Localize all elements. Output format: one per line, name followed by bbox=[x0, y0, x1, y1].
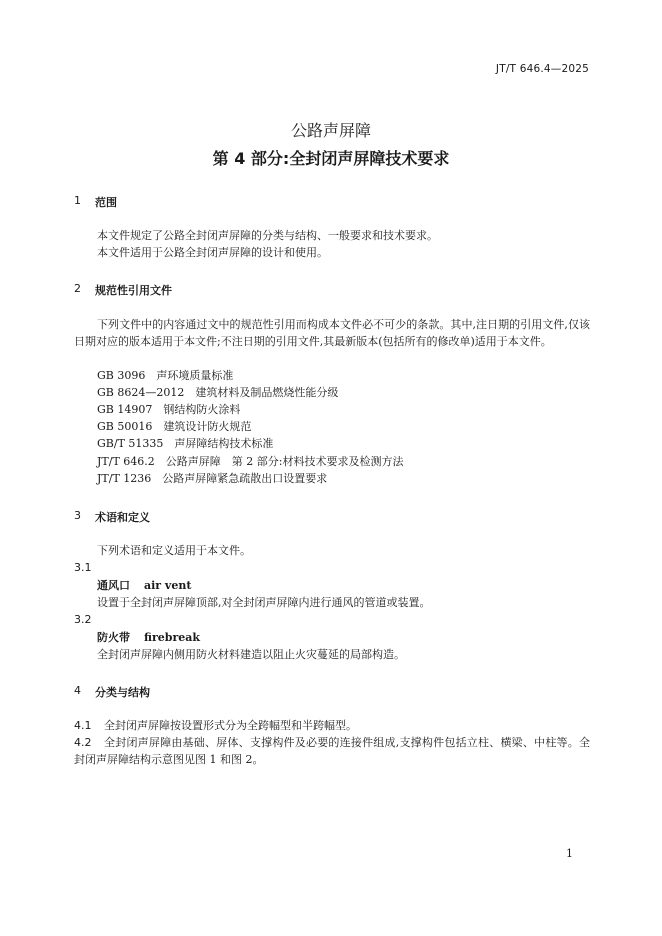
section-3-number: 3 bbox=[74, 509, 81, 522]
term-name-zh: 防火带 bbox=[97, 631, 130, 644]
clause-text: 全封闭声屏障由基础、屏体、支撑构件及必要的连接件组成,支撑构件包括立柱、横梁、中柱等。全封闭声屏障结构示意图见图 1 和图 2。 bbox=[74, 736, 590, 766]
term-name-en: air vent bbox=[144, 579, 192, 592]
section-2-title: 规范性引用文件 bbox=[95, 284, 172, 297]
clause-text: 全封闭声屏障按设置形式分为全跨幅型和半跨幅型。 bbox=[104, 719, 357, 732]
reference-item: GB 50016 建筑设计防火规范 bbox=[97, 420, 252, 433]
section-3-title: 术语和定义 bbox=[95, 511, 150, 524]
reference-item: GB/T 51335 声屏障结构技术标准 bbox=[97, 437, 274, 450]
terms-intro: 下列术语和定义适用于本文件。 bbox=[97, 544, 251, 557]
reference-item: JT/T 1236 公路声屏障紧急疏散出口设置要求 bbox=[97, 472, 328, 485]
term-name-en: firebreak bbox=[144, 631, 201, 644]
reference-item: GB 3096 声环境质量标准 bbox=[97, 369, 234, 382]
term-number: 3.2 bbox=[74, 613, 92, 626]
term-definition: 全封闭声屏障内侧用防火材料建造以阻止火灾蔓延的局部构造。 bbox=[97, 648, 405, 661]
clause-number: 4.1 bbox=[74, 719, 92, 732]
reference-item: GB 8624—2012 建筑材料及制品燃烧性能分级 bbox=[97, 386, 339, 399]
scope-paragraph-2: 本文件适用于公路全封闭声屏障的设计和使用。 bbox=[97, 246, 328, 259]
clause-number: 4.2 bbox=[74, 736, 92, 749]
normative-references-intro: 下列文件中的内容通过文中的规范性引用而构成本文件必不可少的条款。其中,注日期的引用文件,仅该日期对应的版本适用于本文件;不注日期的引用文件,其最新版本(包括所有的修改单)适用于本文件。 bbox=[74, 318, 590, 348]
section-4-number: 4 bbox=[74, 684, 81, 697]
term-name-zh: 通风口 bbox=[97, 579, 130, 592]
section-2-number: 2 bbox=[74, 282, 81, 295]
reference-item: GB 14907 钢结构防火涂料 bbox=[97, 403, 241, 416]
scope-paragraph-1: 本文件规定了公路全封闭声屏障的分类与结构、一般要求和技术要求。 bbox=[97, 229, 438, 242]
term-number: 3.1 bbox=[74, 561, 92, 574]
standard-code: JT/T 646.4—2025 bbox=[495, 63, 589, 75]
section-1-number: 1 bbox=[74, 194, 81, 207]
document-subtitle: 第 4 部分:全封闭声屏障技术要求 bbox=[212, 149, 450, 168]
page-number: 1 bbox=[566, 847, 573, 860]
reference-item: JT/T 646.2 公路声屏障 第 2 部分:材料技术要求及检测方法 bbox=[97, 455, 404, 468]
section-1-title: 范围 bbox=[95, 196, 117, 209]
section-4-title: 分类与结构 bbox=[95, 686, 150, 699]
document-title: 公路声屏障 bbox=[290, 121, 371, 140]
term-definition: 设置于全封闭声屏障顶部,对全封闭声屏障内进行通风的管道或装置。 bbox=[97, 596, 431, 609]
